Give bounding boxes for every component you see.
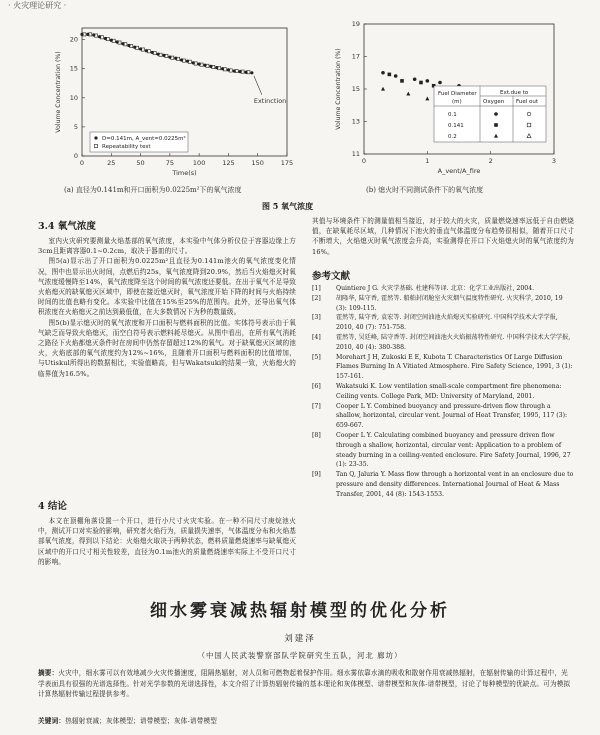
y-tick-label: 5 bbox=[73, 122, 78, 131]
article-title: 细水雾衰减热辐射模型的优化分析 bbox=[150, 601, 450, 621]
y-tick-label: 13 bbox=[351, 117, 360, 126]
x-tick-label: 75 bbox=[165, 159, 174, 167]
legend-col-header: Oxygen bbox=[483, 99, 505, 105]
legend-col-header: Ext.due to bbox=[500, 90, 529, 96]
reference-number: [6] bbox=[312, 382, 321, 390]
data-point-d0-1 bbox=[438, 81, 442, 85]
reference-number: [5] bbox=[312, 353, 321, 361]
x-tick-label: 1 bbox=[425, 157, 430, 165]
x-tick-label: 2 bbox=[488, 157, 493, 165]
reference-text: Morehart J H, Zukoski E E, Kubota T. Characteristics Of Large Diffusion Flames Burning In A Vitiated Atmosphere. Fire Safety Science, 1991, 3 (1): 157-161. bbox=[336, 353, 573, 381]
reference-number: [8] bbox=[312, 431, 321, 439]
reference-number: [1] bbox=[312, 285, 321, 292]
data-point-d0-141 bbox=[388, 73, 392, 77]
caption-b: (b) 熄火时不同测试条件下的氧气浓度 bbox=[366, 186, 484, 194]
section-3-4-body bbox=[38, 236, 296, 379]
y-tick-label: 0 bbox=[73, 152, 78, 160]
section-4-body bbox=[38, 516, 296, 567]
y-tick-label: 17 bbox=[351, 52, 360, 61]
abstract-text: 火灾中，细水雾可以有效地减少火灾传播速度，阻隔热辐射，对人员和可燃物起着保护作用。细水雾依靠水滴的吸收和散射作用衰减热辐射，在辐射传输的计算过程中，光学表面具有很强的光谱选择性。针对光学参数的光谱选择性，本文介绍了计算热辐射传输的基本理论和灰体模型、谱带模型和灰体-谱带模型，讨论了每种模型的优缺点。可为模拟计算热辐射传输过程提供参考。 bbox=[38, 669, 571, 698]
paragraph: 室内火灾研究要测量火焰基部的氧气浓度，本实验中气体分析仪位于容器边缘上方3cm且距离容器0.1~0.2cm，取决于器皿的尺寸。 bbox=[38, 237, 296, 256]
right-intro: 其值与环境条件下的测量值相当接近，对于较大的火灾，质量燃烧速率远低于自由燃烧值，在缺氧耗尽区域，几种情况下池火的垂直气体温度分布趋势很相似，随着开口尺寸不断增大，火焰熄灭时氧气浓度会升高，实验测得在开口下火焰熄火时的氧气浓度约为16%。 bbox=[312, 217, 574, 256]
data-point-main bbox=[244, 71, 247, 74]
x-axis-label: Time(s) bbox=[172, 169, 197, 177]
chart-a bbox=[50, 22, 300, 187]
reference-text: Cooper L Y. Calculating combined buoyancy and pressure driven flow through a shallow, horizontal, circular vent: Application to a problem of steady burning in a ceiling-vented enclosure. Fire Safety Journal, 1996, 27 (1): 23-35. bbox=[336, 431, 571, 469]
x-tick-label: 0 bbox=[361, 157, 367, 165]
reference-number: [9] bbox=[312, 471, 321, 479]
keywords-text: 热辐射衰减；灰体模型；谱带模型；灰体-谱带模型 bbox=[65, 717, 218, 725]
x-tick-label: 0 bbox=[79, 159, 85, 167]
section-heading-3-4: 3.4 氧气浓度 bbox=[38, 221, 96, 232]
data-point-d0-141 bbox=[419, 81, 423, 85]
reference-item bbox=[312, 294, 574, 314]
paragraph: 图5(a)显示出了开口面积为0.0225m²且直径为0.141m池火的氧气浓度变化情况，图中也显示出火时间，点燃后约25s，氧气浓度降到20.9%，然后当火焰熄灭时氧气浓度缓慢降至14%，氧气浓度降至这个时间的氧气浓度还要低。在出于氧气不足导致火焰熄灭的缺氧熄灭区域中，即使在接近熄灭时，氧气浓度开始下降的时间与火焰持续时间的比值也略有变化。本实验中比值在15%至25%的范围内。此外，还导出氧气体积浓度在火焰熄灭之前达到最低值，在大多数情况下为秒的数量级。 bbox=[38, 257, 296, 317]
data-point-d0-2 bbox=[425, 97, 429, 101]
data-point-d0-2 bbox=[406, 92, 410, 96]
caption-a: (a) 直径为0.141m和开口面积为0.0225m²下的氧气浓度 bbox=[64, 186, 242, 194]
reference-text: 霍然等, 陆守香, 袁宏等. 封闭空间油池火焰熄灭实验研究. 中国科学技术大学学报, 2010, 40 (7): 751-758. bbox=[336, 314, 558, 332]
data-point-d0-1 bbox=[413, 77, 417, 81]
x-axis-label: A_vent/A_fire bbox=[437, 167, 481, 175]
data-point-main bbox=[239, 70, 242, 73]
data-point-main bbox=[233, 69, 236, 72]
legend-marker bbox=[94, 136, 97, 139]
y-tick-label: 20 bbox=[69, 35, 78, 44]
references-heading: 参考文献 bbox=[312, 271, 351, 282]
y-tick-label: 15 bbox=[351, 85, 360, 93]
legend-col-header: (m) bbox=[452, 99, 462, 105]
paragraph: 图5(b)显示熄灭时的氧气浓度和开口面积与燃料面积的比值。实体符号表示由于氧气缺乏而导致火焰熄灭，而空白符号表示燃料耗尽熄灭。从图中看出，在所有氧气消耗之路径下火焰都熄灭条件时在房间中仍然存留超过12%的氧气。对于缺氧熄灭区域的池火，火焰底部的氧气浓度约为12%~16%，且随着开口面积与燃料面积的比值增加，与Utiskul所得出的数据相比，实验值略高，但与Wakatsuki的结果一致，火焰熄火的临界值为16.5%。 bbox=[38, 318, 296, 378]
chart-b bbox=[330, 18, 570, 188]
data-point-d0-1 bbox=[394, 74, 398, 78]
data-point-main bbox=[250, 71, 253, 74]
data-point-main bbox=[86, 33, 89, 36]
annotation-label: Extinction bbox=[253, 96, 287, 105]
reference-item bbox=[312, 284, 574, 294]
reference-text: Quintiere J G. 火灾学基础. 杜建科等译. 北京：化学工业出版社, 2004. bbox=[336, 285, 535, 292]
reference-item bbox=[312, 313, 574, 333]
paragraph: 本文在顶棚角落设置一个开口，进行小尺寸火灾实验。在一种不同尺寸庚烷池火中，测试开口对实验的影响，研究者火焰行为，质量损失速率，气体温度分布和火焰基部氧气浓度，得到以下结论：火焰熄火取决于两种状态，燃料质量燃烧速率与缺氧熄灭区域中的开口尺寸相关性较差，直径为0.1m池火的质量燃烧速率实际上不受开口尺寸的影响。 bbox=[38, 517, 296, 566]
legend-entry: D=0.141m, A_vent=0.0225m² bbox=[102, 136, 186, 142]
reference-item bbox=[312, 431, 574, 470]
annotation-arrow bbox=[254, 76, 262, 95]
reference-item bbox=[312, 470, 574, 499]
article-affiliation: （中国人民武装警察部队学院研究生五队，河北 廊坊） bbox=[197, 651, 403, 660]
legend-marker bbox=[494, 123, 498, 127]
legend-col-header: Fuel Diameter bbox=[438, 91, 477, 97]
y-tick-label: 19 bbox=[351, 20, 360, 28]
article-author: 刘建泽 bbox=[284, 634, 316, 644]
y-axis-label: Volume Concentration (%) bbox=[55, 51, 62, 133]
abstract bbox=[38, 668, 574, 700]
data-point-d0-141 bbox=[400, 79, 404, 83]
y-tick-label: 10 bbox=[69, 93, 78, 102]
keywords bbox=[38, 716, 574, 727]
x-tick-label: 25 bbox=[107, 159, 116, 167]
reference-item bbox=[312, 382, 574, 402]
x-tick-label: 150 bbox=[251, 159, 264, 167]
data-point-main bbox=[80, 33, 83, 36]
reference-number: [2] bbox=[312, 294, 321, 302]
reference-list bbox=[312, 284, 574, 500]
reference-number: [7] bbox=[312, 402, 321, 410]
reference-text: 胡隆华, 陆守香, 霍然等. 船舶封闭舱室火灾烟气温度特性研究. 火灾科学, 2010, 19 (3): 109-115. bbox=[336, 294, 563, 312]
data-point-d0-2 bbox=[381, 87, 385, 91]
reference-item bbox=[312, 353, 574, 382]
x-tick-label: 125 bbox=[222, 159, 235, 167]
legend-entry: Repeatability test bbox=[102, 144, 151, 150]
reference-text: 霍然等, 吴廷峰, 陆守香等. 封闭空间油池火火焰振荡特性研究. 中国科学技术大学学报, 2010, 40 (4): 380-388. bbox=[336, 333, 571, 351]
reference-number: [4] bbox=[312, 333, 321, 341]
reference-text: Cooper L Y. Combined buoyancy and pressure-driven flow through a shallow, horizontal, circular vent. Journal of Heat Transfer, 1995, 117 (3): 659-667. bbox=[336, 402, 568, 430]
data-point-d0-1 bbox=[426, 79, 430, 83]
y-axis-label: Volume Concentration (%) bbox=[335, 48, 342, 130]
reference-text: Tan Q, Jaluria Y. Mass flow through a horizontal vent in an enclosure due to pressure and density differences. International Journal of Heat & Mass Transfer, 2001, 44 (8): 1543-1553. bbox=[336, 471, 574, 498]
x-tick-label: 3 bbox=[551, 157, 557, 165]
legend-row-label: 0.141 bbox=[448, 123, 464, 129]
x-tick-label: 50 bbox=[136, 159, 145, 167]
legend-col-header: Fuel out bbox=[516, 99, 539, 105]
reference-text: Wakatsuki K. Low ventilation small-scale compartment fire phenomena: Ceiling vents. College Park, MD: University of Maryland, 2001. bbox=[336, 382, 562, 400]
data-point-d0-1 bbox=[381, 71, 385, 75]
running-header: · 火灾理论研究 · bbox=[8, 1, 67, 10]
y-tick-label: 11 bbox=[351, 150, 360, 158]
x-tick-label: 175 bbox=[280, 159, 294, 167]
reference-item bbox=[312, 333, 574, 353]
x-tick-label: 100 bbox=[192, 159, 206, 167]
reference-number: [3] bbox=[312, 314, 321, 322]
legend-marker bbox=[494, 112, 498, 116]
figure-title: 图 5 氧气浓度 bbox=[262, 201, 314, 211]
reference-item bbox=[312, 402, 574, 431]
keywords-label: 关键词： bbox=[38, 717, 66, 725]
abstract-label: 摘要： bbox=[38, 669, 59, 677]
legend-row-label: 0.2 bbox=[448, 134, 457, 140]
legend-row-label: 0.1 bbox=[448, 112, 457, 118]
y-tick-label: 15 bbox=[69, 64, 78, 73]
section-heading-4: 4 结论 bbox=[38, 501, 67, 512]
